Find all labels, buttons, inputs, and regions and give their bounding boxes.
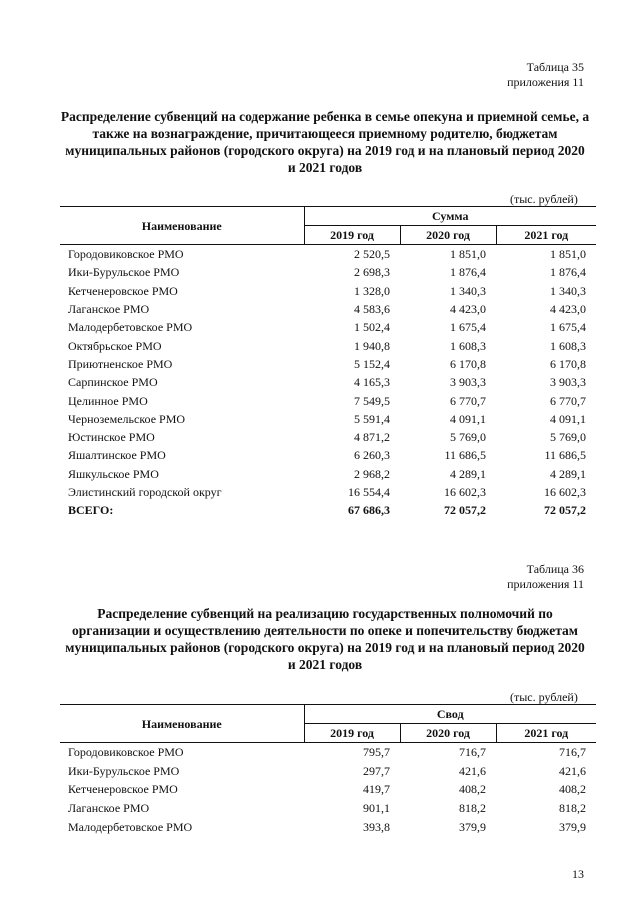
cell-2021: 1 340,3: [550, 283, 586, 298]
table36: [60, 704, 596, 836]
cell-name: Целинное РМО: [68, 393, 148, 408]
table-row: [60, 410, 596, 428]
cell-name: Малодербетовское РМО: [68, 819, 193, 834]
table-row: [60, 483, 596, 501]
table-row: [60, 318, 596, 336]
table-row: [60, 762, 596, 781]
header-group: Свод: [304, 705, 596, 724]
cell-2019: 393,8: [363, 819, 390, 834]
cell-name: Малодербетовское РМО: [68, 320, 193, 335]
table-row: [60, 391, 596, 409]
table-row: [60, 336, 596, 354]
cell-2020: 421,6: [459, 763, 486, 778]
header-2020: 2020 год: [400, 724, 496, 743]
cell-2021: 5 769,0: [550, 430, 586, 445]
cell-2021: 6 770,7: [550, 393, 586, 408]
cell-2021: 6 170,8: [550, 356, 586, 371]
table35-caption: [384, 60, 584, 90]
cell-2020: 1 608,3: [450, 338, 486, 353]
cell-2020: 6 770,7: [450, 393, 486, 408]
header-name: Наименование: [60, 207, 304, 245]
table-row: [60, 355, 596, 373]
cell-2021: 421,6: [559, 763, 586, 778]
cell-2021: 4 423,0: [550, 302, 586, 317]
table-row: [60, 373, 596, 391]
page-number: 13: [572, 867, 584, 881]
cell-2020: 818,2: [459, 801, 486, 816]
total-label: ВСЕГО:: [68, 503, 114, 518]
cell-2021: 1 876,4: [550, 265, 586, 280]
cell-2021: 11 686,5: [544, 448, 586, 463]
cell-2019: 795,7: [363, 745, 390, 760]
table-row: [60, 465, 596, 483]
table36-number: Таблица 36: [526, 562, 584, 576]
cell-2019: 419,7: [363, 782, 390, 797]
table-row: [60, 245, 596, 264]
cell-name: Кетченеровское РМО: [68, 782, 178, 797]
table-row: [60, 428, 596, 446]
cell-name: Кетченеровское РМО: [68, 283, 178, 298]
cell-2019: 5 591,4: [354, 411, 390, 426]
cell-2019: 1 502,4: [354, 320, 390, 335]
table35-appendix: приложения 11: [507, 75, 584, 89]
cell-2020: 3 903,3: [450, 375, 486, 390]
cell-2020: 408,2: [459, 782, 486, 797]
cell-2020: 4 289,1: [450, 466, 486, 481]
table-row: [60, 780, 596, 799]
cell-2019: 901,1: [363, 801, 390, 816]
table35: [60, 206, 596, 519]
table35-title: Распределение субвенций на содержание ребенка в семье опекуна и приемной семье, а также на вознаграждение, причитающееся приемному родителю, бюджетам муниципальных районов (городского округа) на 2019 год и на плановый период 2020 и 2021 годов: [60, 109, 590, 175]
cell-name: Городовиковское РМО: [68, 745, 184, 760]
header-group: Сумма: [304, 207, 596, 226]
cell-2020: 5 769,0: [450, 430, 486, 445]
cell-name: Октябрьское РМО: [68, 338, 162, 353]
cell-name: Яшкульское РМО: [68, 466, 159, 481]
table-row: [60, 743, 596, 762]
cell-2019: 5 152,4: [354, 356, 390, 371]
cell-2020: 16 602,3: [444, 485, 486, 499]
cell-name: Лаганское РМО: [68, 801, 150, 816]
cell-2021: 4 289,1: [550, 466, 586, 481]
cell-2020: 4 091,1: [450, 411, 486, 426]
cell-2019: 2 698,3: [354, 265, 390, 280]
cell-2021: 379,9: [559, 819, 586, 834]
cell-name: Ики-Бурульское РМО: [68, 265, 180, 280]
cell-2021: 408,2: [559, 782, 586, 797]
cell-2020: 1 340,3: [450, 283, 486, 298]
cell-2021: 1 851,0: [550, 247, 586, 262]
cell-2019: 6 260,3: [354, 448, 390, 463]
total-row: [60, 501, 596, 519]
cell-2019: 2 520,5: [354, 247, 390, 262]
table35-number: Таблица 35: [526, 60, 584, 74]
table35-units: (тыс. рублей): [510, 192, 578, 206]
cell-2020: 1 876,4: [450, 265, 486, 280]
total-2020: 72 057,2: [444, 503, 486, 518]
table-row: [60, 799, 596, 818]
table36-appendix: приложения 11: [507, 577, 584, 591]
cell-2019: 4 583,6: [354, 302, 390, 317]
cell-2019: 4 871,2: [354, 430, 390, 445]
cell-2021: 818,2: [559, 801, 586, 816]
cell-2019: 7 549,5: [354, 393, 390, 408]
cell-name: Приютненское РМО: [68, 356, 173, 371]
cell-2021: 1 608,3: [550, 338, 586, 353]
table36-title: Распределение субвенций на реализацию государственных полномочий по организации и осуществлению деятельности по опеке и попечительству бюджетам муниципальных районов (городского округа) на 2019 год и на плановый период 2020 и 2021 годов: [65, 606, 585, 672]
cell-2021: 3 903,3: [550, 375, 586, 390]
cell-2020: 716,7: [459, 745, 486, 760]
cell-2021: 16 602,3: [544, 485, 586, 499]
header-2021: 2021 год: [496, 724, 596, 743]
header-2021: 2021 год: [496, 226, 596, 245]
table-row: [60, 263, 596, 281]
table36-caption: [384, 562, 584, 592]
cell-2019: 1 328,0: [354, 283, 390, 298]
cell-2019: 4 165,3: [354, 375, 390, 390]
header-2020: 2020 год: [400, 226, 496, 245]
header-name: Наименование: [60, 705, 304, 743]
cell-2019: 297,7: [363, 763, 390, 778]
table-row: [60, 817, 596, 836]
header-2019: 2019 год: [304, 226, 400, 245]
total-2021: 72 057,2: [544, 503, 586, 518]
table-row: [60, 446, 596, 464]
cell-name: Ики-Бурульское РМО: [68, 763, 180, 778]
header-2019: 2019 год: [304, 724, 400, 743]
table36-units: (тыс. рублей): [510, 690, 578, 704]
cell-name: Элистинский городской округ: [68, 485, 222, 499]
cell-2020: 11 686,5: [444, 448, 486, 463]
cell-2020: 6 170,8: [450, 356, 486, 371]
cell-name: Черноземельское РМО: [68, 411, 186, 426]
cell-2020: 4 423,0: [450, 302, 486, 317]
table-row: [60, 282, 596, 300]
cell-name: Сарпинское РМО: [68, 375, 158, 390]
cell-2019: 2 968,2: [354, 466, 390, 481]
cell-2021: 716,7: [559, 745, 586, 760]
total-2019: 67 686,3: [348, 503, 390, 518]
cell-2021: 1 675,4: [550, 320, 586, 335]
cell-2020: 1 675,4: [450, 320, 486, 335]
cell-name: Юстинское РМО: [68, 430, 155, 445]
cell-name: Яшалтинское РМО: [68, 448, 166, 463]
cell-2021: 4 091,1: [550, 411, 586, 426]
cell-2019: 1 940,8: [354, 338, 390, 353]
cell-name: Городовиковское РМО: [68, 247, 184, 262]
cell-2020: 379,9: [459, 819, 486, 834]
cell-2019: 16 554,4: [348, 485, 390, 499]
cell-name: Лаганское РМО: [68, 302, 150, 317]
table-row: [60, 300, 596, 318]
cell-2020: 1 851,0: [450, 247, 486, 262]
